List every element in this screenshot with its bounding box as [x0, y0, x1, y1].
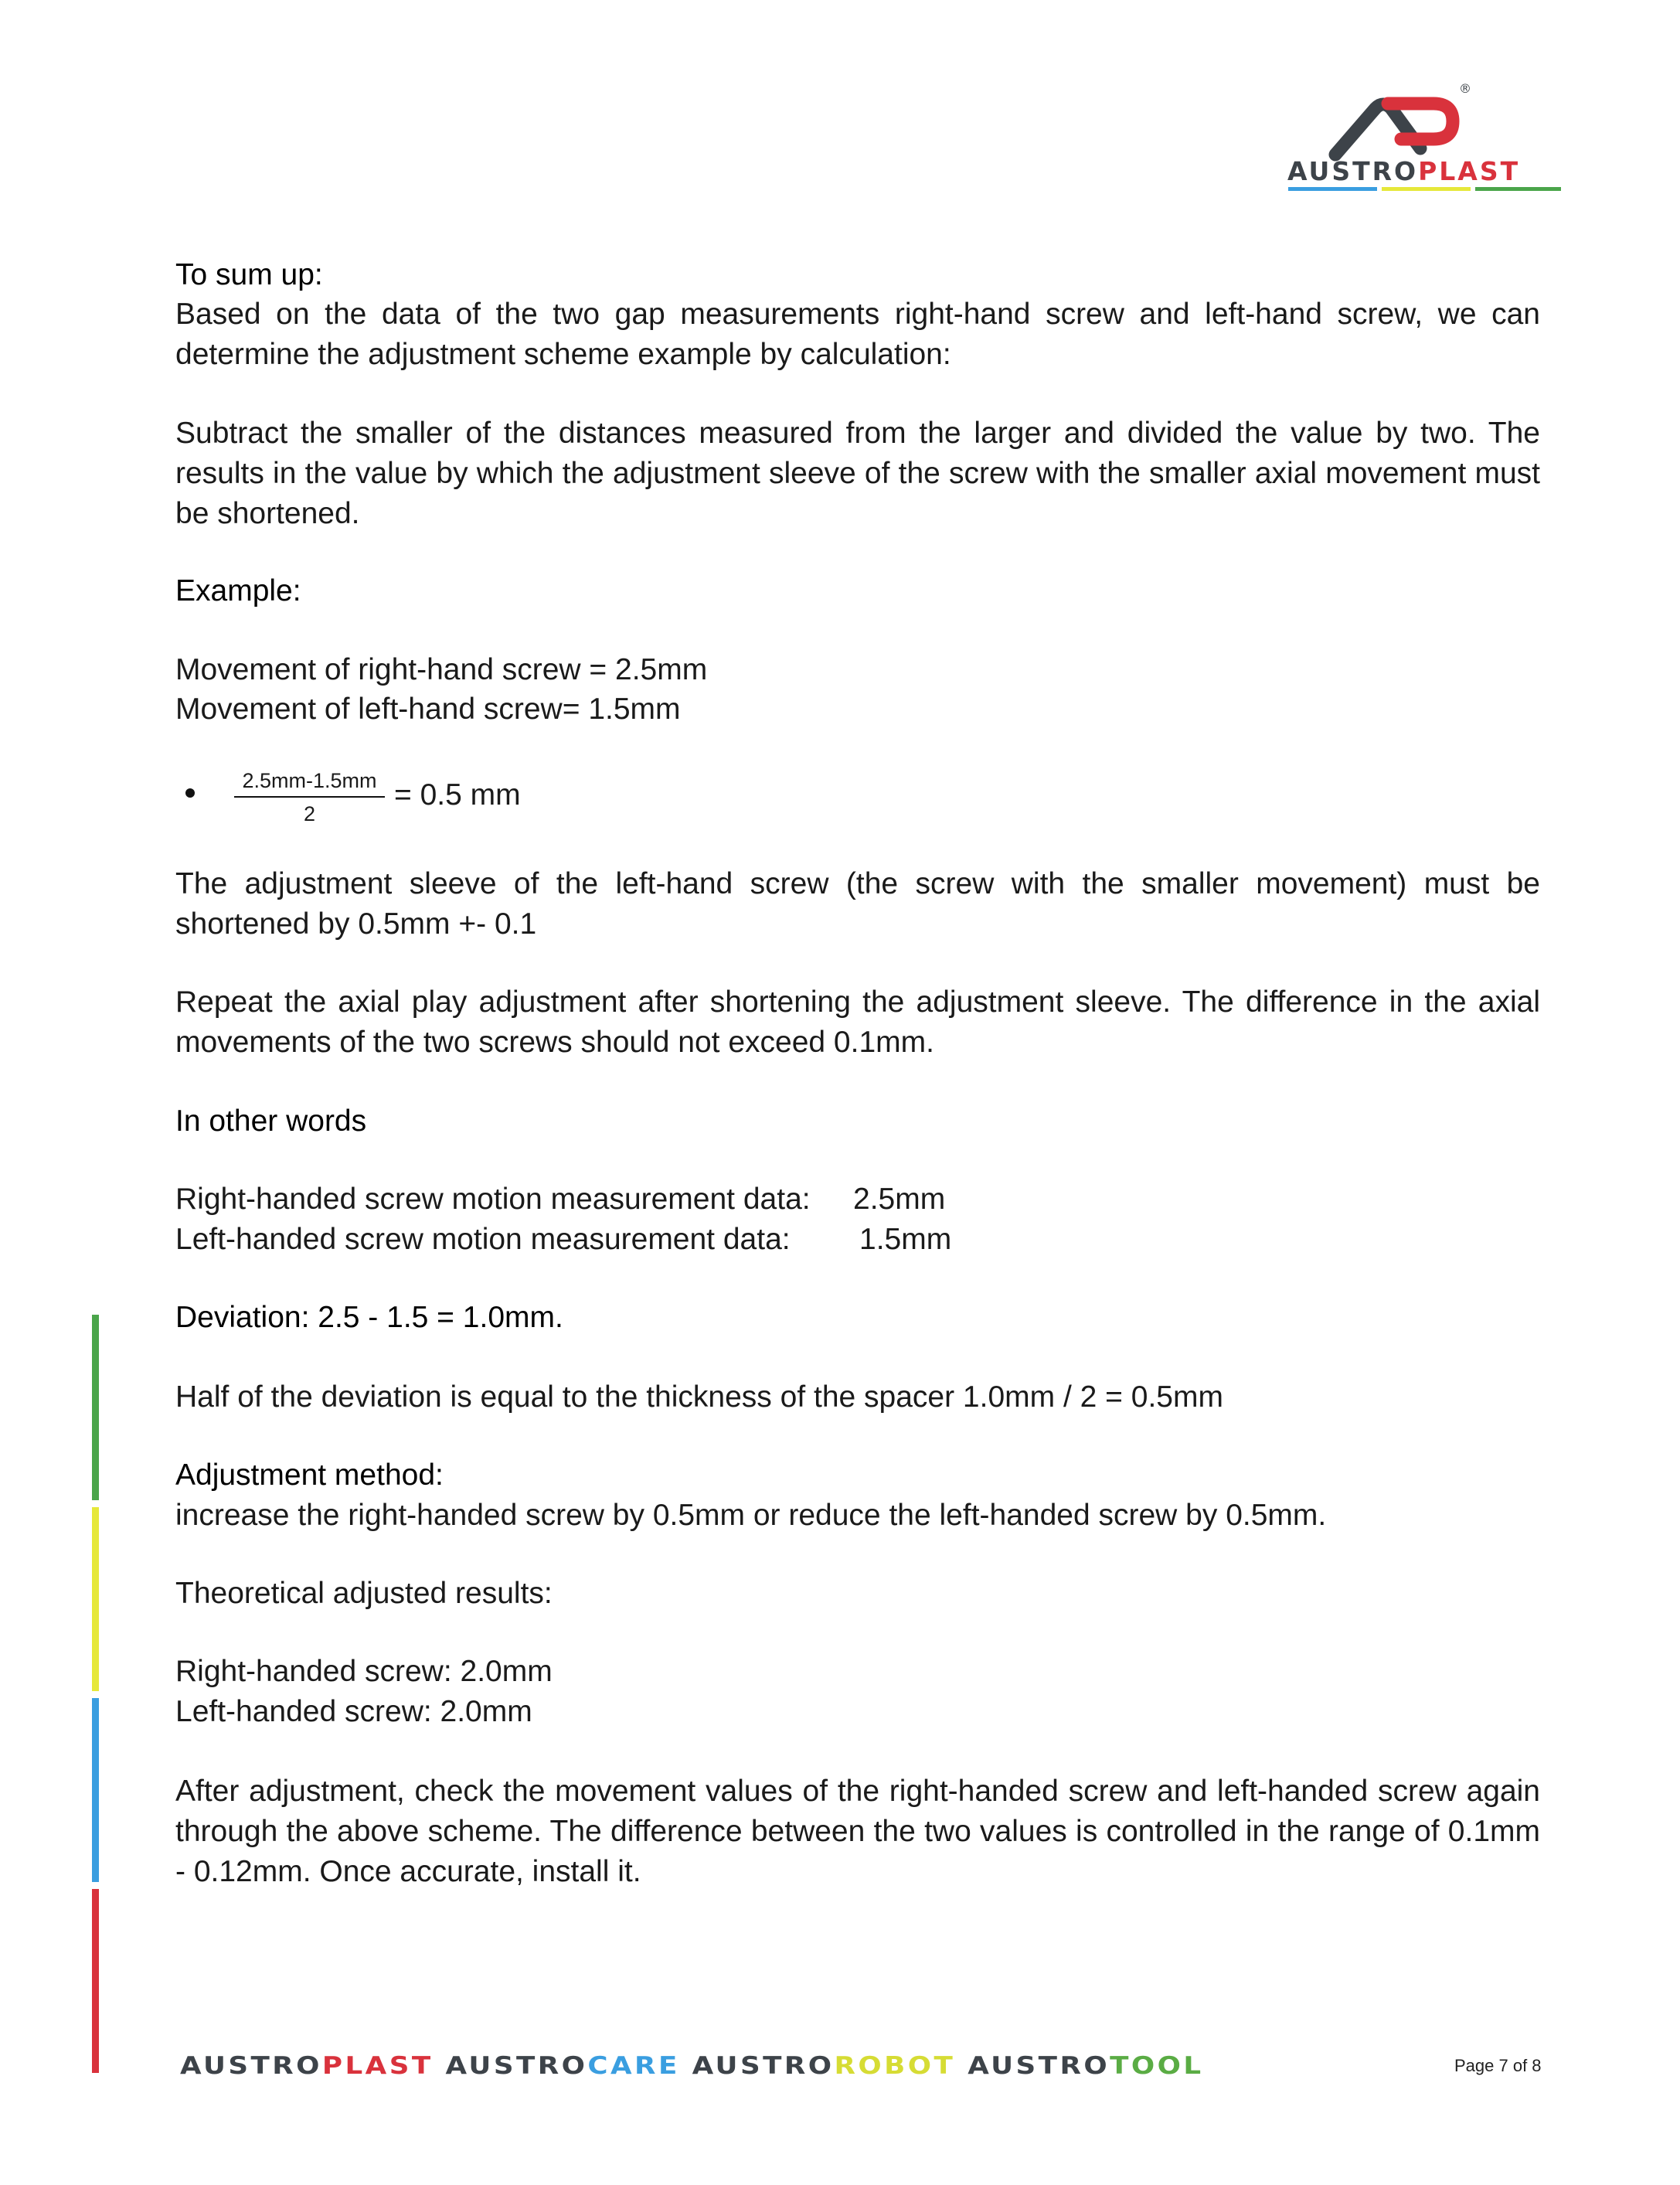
- sum-up-heading: To sum up:: [175, 258, 323, 291]
- other-words-heading: In other words: [175, 1104, 367, 1138]
- result-right: Right-handed screw: 2.0mm: [175, 1655, 553, 1688]
- page-number: Page 7 of 8: [1454, 2056, 1542, 2075]
- fraction-numerator: 2.5mm-1.5mm: [234, 769, 385, 798]
- brand-austrocare: AUSTROCARE: [445, 2052, 680, 2080]
- side-bar-blue: [92, 1698, 99, 1882]
- brand-austrotool: AUSTROTOOL: [968, 2052, 1204, 2080]
- right-measurement: [175, 1179, 1540, 1220]
- left-measurement: [175, 1220, 1540, 1260]
- sum-up-paragraph: Based on the data of the two gap measurements right-hand screw and left-hand screw, we can determine the adjustment scheme example by calculation:: [175, 298, 1540, 371]
- movement-left: Movement of left-hand screw= 1.5mm: [175, 693, 681, 726]
- side-bar-green: [92, 1315, 99, 1500]
- fraction: [234, 769, 385, 826]
- after-paragraph: After adjustment, check the movement values of the right-handed screw and left-handed screw again through the above scheme. The difference between the two values is controlled in the range of 0.1mm - 0.12mm. Once accurate, install it.: [175, 1775, 1540, 1888]
- subtract-paragraph: Subtract the smaller of the distances measured from the larger and divided the value by two. The results in the value by which the adjustment sleeve of the screw with the smaller axial movement must be shortened.: [175, 417, 1540, 530]
- side-bar-yellow: [92, 1507, 99, 1691]
- right-value: 2.5mm: [853, 1183, 946, 1216]
- left-label: Left-handed screw motion measurement data:: [175, 1223, 791, 1256]
- example-heading: Example:: [175, 574, 301, 608]
- right-label: Right-handed screw motion measurement data:: [175, 1183, 811, 1216]
- brand-austroplast: AUSTROPLAST: [180, 2052, 434, 2080]
- austroplast-logo: [1267, 77, 1561, 193]
- theoretical-heading: Theoretical adjusted results:: [175, 1577, 553, 1610]
- method-text: increase the right-handed screw by 0.5mm or reduce the left-handed screw by 0.5mm.: [175, 1499, 1327, 1532]
- shorten-paragraph: The adjustment sleeve of the left-hand screw (the screw with the smaller movement) must be shortened by 0.5mm +- 0.1: [175, 867, 1540, 941]
- left-value: 1.5mm: [859, 1223, 952, 1256]
- method-heading: Adjustment method:: [175, 1458, 444, 1492]
- svg-text:®: ®: [1459, 81, 1471, 96]
- svg-text:AUSTROPLAST: AUSTROPLAST: [1287, 156, 1521, 186]
- repeat-paragraph: Repeat the axial play adjustment after shortening the adjustment sleeve. The difference in the axial movements of the two screws should not exceed 0.1mm.: [175, 985, 1540, 1059]
- logo-mark-icon: [1267, 77, 1561, 193]
- half-deviation: Half of the deviation is equal to the thickness of the spacer 1.0mm / 2 = 0.5mm: [175, 1380, 1223, 1414]
- brand-austrorobot: AUSTROROBOT: [692, 2052, 956, 2080]
- fraction-denominator: 2: [303, 802, 316, 825]
- deviation: Deviation: 2.5 - 1.5 = 1.0mm.: [175, 1301, 563, 1334]
- side-bar-red: [92, 1889, 99, 2073]
- movement-right: Movement of right-hand screw = 2.5mm: [175, 653, 708, 686]
- bullet-icon: [185, 788, 195, 798]
- fraction-result: = 0.5 mm: [394, 778, 521, 812]
- footer-brands: [180, 2052, 1204, 2080]
- result-left: Left-handed screw: 2.0mm: [175, 1695, 532, 1728]
